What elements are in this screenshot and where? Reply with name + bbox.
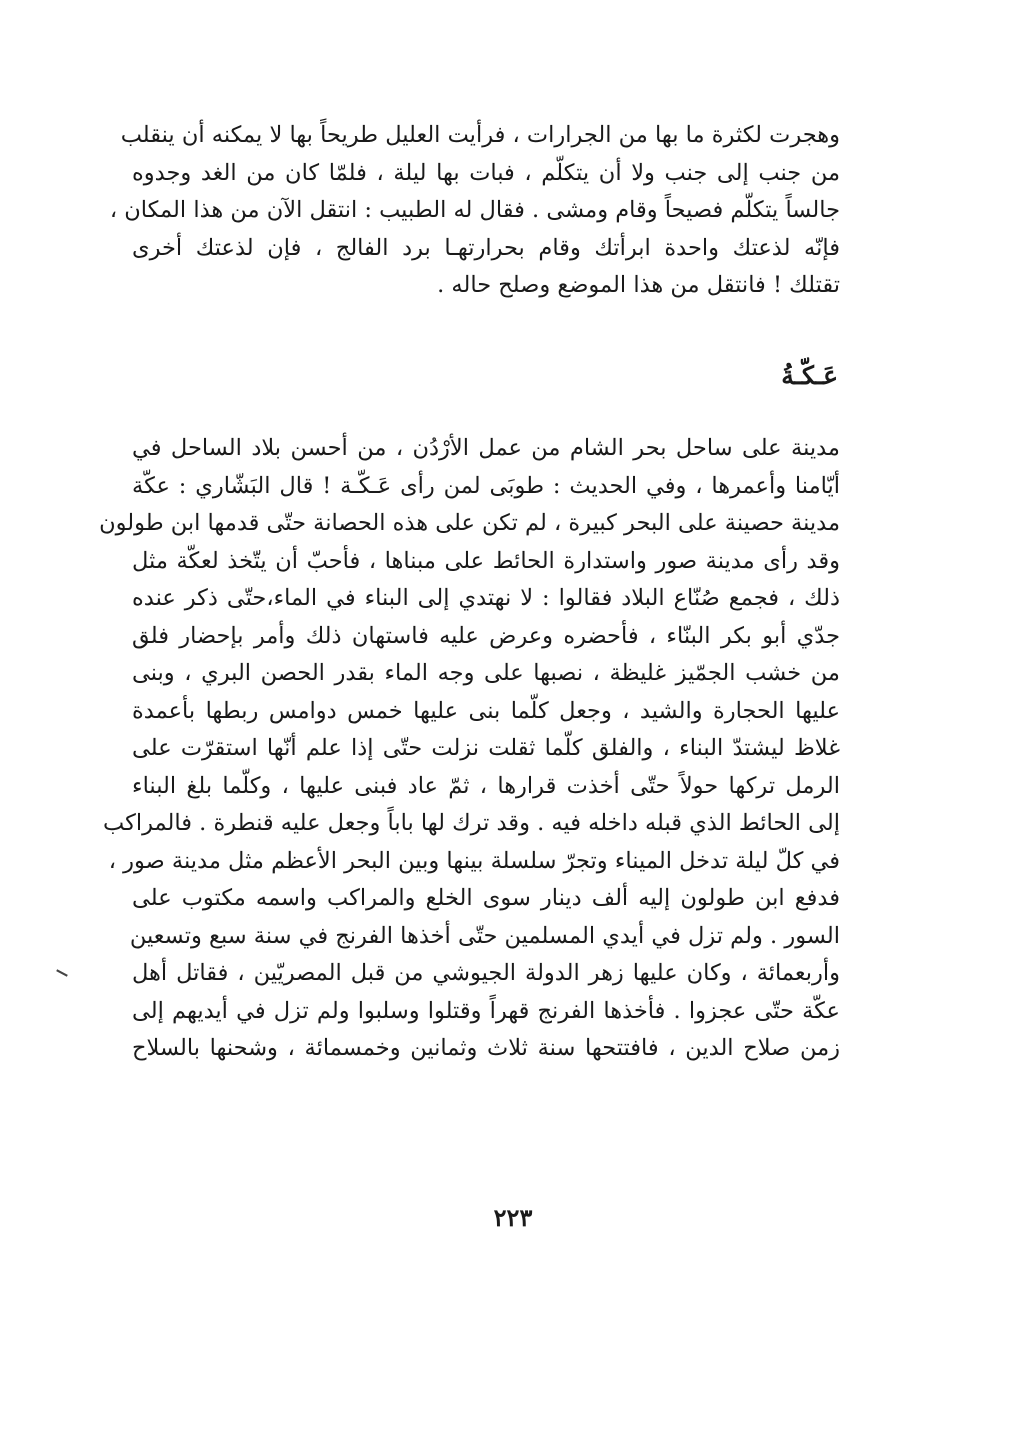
text-line: زمن صلاح الدين ، فافتتحها سنة ثلاث وثمانين وخمسمائة ، وشحنها بالسلاح — [132, 1035, 840, 1061]
text-line: إلى الحائط الذي قبله داخله فيه . وقد ترك لها باباً وجعل عليه قنطرة . فالمراكب — [103, 810, 840, 836]
text-line: السور . ولم تزل في أيدي المسلمين حتّى أخذها الفرنج في سنة سبع وتسعين — [129, 922, 840, 949]
text-line: وقد رأى مدينة صور واستدارة الحائط على مبناها ، فأحبّ أن يتّخذ لعكّة مثل — [132, 547, 840, 574]
top-paragraph — [109, 117, 840, 305]
main-paragraph — [99, 430, 840, 1068]
text-line: وهجرت لكثرة ما بها من الجرارات ، فرأيت العليل طريحاً بها لا يمكنه أن ينقلب — [120, 122, 840, 148]
text-line: من جنب إلى جنب ولا أن يتكلّم ، فبات بها ليلة ، فلمّا كان من الغد وجدوه — [132, 159, 840, 186]
text-line: وأربعمائة ، وكان عليها زهر الدولة الجيوشي من قبل المصريّين ، فقاتل أهل — [132, 960, 840, 986]
text-line: جدّي أبو بكر البنّاء ، فأحضره وعرض عليه فاستهان ذلك وأمر بإحضار فلق — [132, 622, 840, 649]
text-line: الرمل تركها حولاً حتّى أخذت قرارها ، ثمّ عاد فبنى عليها ، وكلّما بلغ البناء — [132, 772, 840, 799]
page-number: ٢٢٣ — [493, 1203, 533, 1232]
text-line: عكّة حتّى عجزوا . فأخذها الفرنج قهراً وقتلوا وسلبوا ولم تزل في أيديهم إلى — [132, 997, 840, 1024]
text-line: ذلك ، فجمع صُنّاع البلاد فقالوا : لا نهتدي إلى البناء في الماء،حتّى ذكر عنده — [132, 585, 840, 611]
text-line: عليها الحجارة والشيد ، وجعل كلّما بنى عليها خمس دوامس ربطها بأعمدة — [132, 697, 840, 724]
text-line: مدينة على ساحل بحر الشام من عمل الأرْدُن ، من أحسن بلاد الساحل في — [132, 435, 840, 461]
text-line: فدفع ابن طولون إليه ألف دينار سوى الخلع والمراكب واسمه مكتوب على — [132, 885, 840, 911]
text-line: أيّامنا وأعمرها ، وفي الحديث : طوبَى لمن رأى عَـكّـة ! قال البَشّاري : عكّة — [132, 472, 840, 499]
text-line: جالساً يتكلّم فصيحاً وقام ومشى . فقال له الطبيب : انتقل الآن من هذا المكان ، — [109, 197, 840, 223]
scan-speck — [56, 969, 68, 976]
text-line: تقتلك ! فانتقل من هذا الموضع وصلح حاله . — [437, 272, 840, 298]
text-line: غلاظ ليشتدّ البناء ، والفلق كلّما ثقلت نزلت حتّى إذا علم أنّها استقرّت على — [132, 735, 840, 761]
text-line: من خشب الجمّيز غليظة ، نصبها على وجه الماء بقدر الحصن البري ، وبنى — [132, 660, 840, 686]
section-heading: عَـكّـةُ — [781, 361, 838, 390]
text-line: في كلّ ليلة تدخل الميناء وتجرّ سلسلة بينها وبين البحر الأعظم مثل مدينة صور ، — [108, 847, 840, 874]
text-line: فإنّه لذعتك واحدة ابرأتك وقام بحرارتهـا برد الفالج ، فإن لذعتك أخرى — [132, 234, 840, 261]
text-line: مدينة حصينة على البحر كبيرة ، لم تكن على هذه الحصانة حتّى قدمها ابن طولون — [99, 510, 840, 536]
